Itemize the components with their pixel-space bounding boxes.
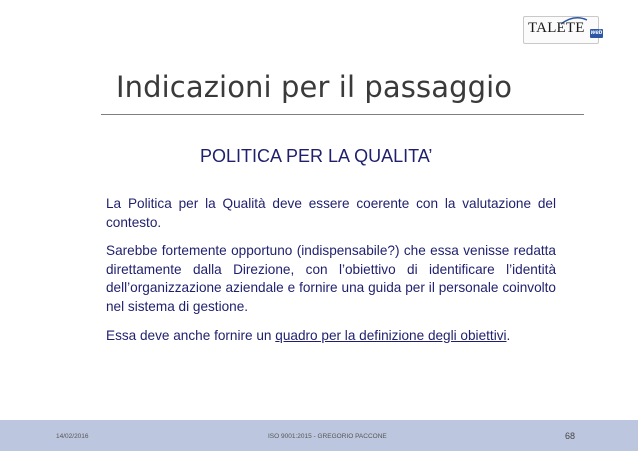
paragraph-3-suffix: .	[506, 327, 511, 343]
slide-title: Indicazioni per il passaggio	[116, 70, 513, 104]
slide-subtitle: POLITICA PER LA QUALITA’	[200, 146, 433, 166]
objectives-link[interactable]: quadro per la definizione degli obiettivi	[275, 327, 507, 343]
footer-author: ISO 9001:2015 - GREGORIO PACCONE	[268, 433, 387, 440]
page-number: 68	[565, 431, 576, 441]
logo-badge: web	[590, 30, 603, 36]
footer-date: 14/02/2016	[56, 433, 89, 440]
paragraph-3	[106, 327, 556, 346]
logo-text: TALETE	[528, 20, 585, 36]
paragraph-2: Sarebbe fortemente opportuno (indispensabile?) che essa venisse redatta direttamente dalla Direzione, con l’obiettivo di identificare l’identità dell’organizzazione aziendale e fornire una guida per il personale coinvolto nel sistema di gestione.	[106, 243, 556, 314]
slide-body	[106, 195, 556, 355]
talete-logo	[523, 14, 611, 44]
title-divider	[101, 114, 584, 115]
paragraph-3-prefix: Essa deve anche fornire un	[106, 327, 276, 343]
paragraph-1: La Politica per la Qualità deve essere coerente con la valutazione del contesto.	[106, 196, 556, 230]
